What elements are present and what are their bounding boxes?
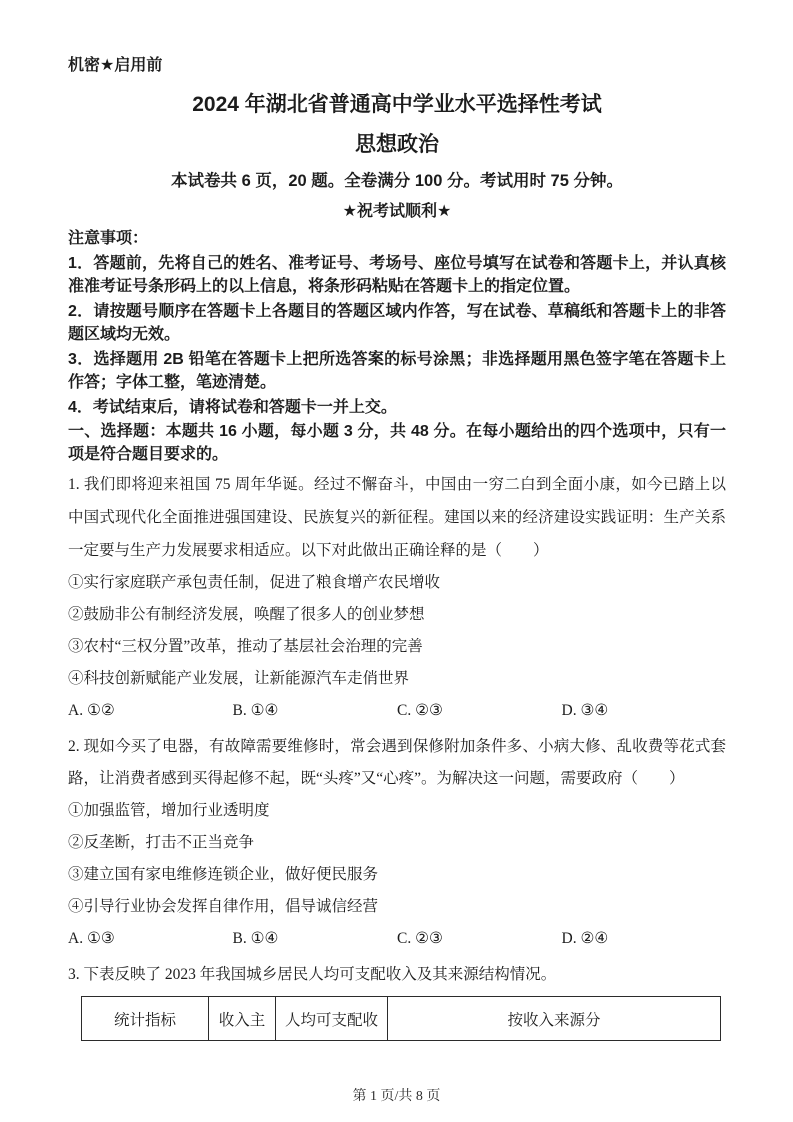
notices-section [68, 227, 726, 419]
question-2-item-4: ④引导行业协会发挥自律作用，倡导诚信经营 [68, 898, 379, 915]
question-1-item-4: ④科技创新赋能产业发展，让新能源汽车走俏世界 [68, 670, 410, 687]
question-1-stem: 1. 我们即将迎来祖国 75 周年华诞。经过不懈奋斗，中国由一穷二白到全面小康，如今已踏上以中国式现代化全面推进强国建设、民族复兴的新征程。建国以来的经济建设实践证明：生产关系一定要与生产力发展要求相适应。以下对此做出正确诠释的是（ ） [68, 476, 726, 559]
income-table-header-subject: 收入主 [209, 997, 276, 1041]
question-1-choice-a: A. ①② [68, 702, 115, 719]
question-1-item-2: ②鼓励非公有制经济发展，唤醒了很多人的创业梦想 [68, 606, 425, 623]
question-1-choice-d: D. ③④ [561, 702, 609, 719]
question-2-choice-d: D. ②④ [561, 930, 609, 947]
question-2-stem: 2. 现如今买了电器，有故障需要维修时，常会遇到保修附加条件多、小病大修、乱收费等花式套路，让消费者感到买得起修不起，既“头疼”又“心疼”。为解决这一问题，需要政府（ ） [68, 738, 726, 787]
question-2-item-2: ②反垄断，打击不正当竞争 [68, 834, 255, 851]
income-table-header-income: 人均可支配收 [276, 997, 388, 1041]
page-number-indicator: 第 1 页/共 8 页 [352, 1089, 441, 1104]
question-1-choice-b: B. ①④ [232, 702, 279, 719]
notices-heading: 注意事项： [68, 230, 149, 247]
question-2-choice-c: C. ②③ [397, 930, 443, 947]
income-table-header-source: 按收入来源分 [388, 997, 721, 1041]
question-1-item-1: ①实行家庭联产承包责任制，促进了粮食增产农民增收 [68, 574, 441, 591]
exam-title: 2024 年湖北省普通高中学业水平选择性考试 [192, 93, 602, 116]
question-1 [68, 468, 726, 727]
notice-item-1: 1．答题前，先将自己的姓名、准考证号、考场号、座位号填写在试卷和答题卡上，并认真核准准考证号条形码上的以上信息，将条形码粘贴在答题卡上的指定位置。 [68, 255, 726, 295]
section-heading-choice-questions: 一、选择题：本题共 16 小题，每小题 3 分，共 48 分。在每小题给出的四个选项中，只有一项是符合题目要求的。 [68, 423, 726, 463]
question-2-item-3: ③建立国有家电维修连锁企业，做好便民服务 [68, 866, 379, 883]
subject-title: 思想政治 [355, 133, 439, 156]
question-2-choice-b: B. ①④ [232, 930, 279, 947]
notice-item-3: 3．选择题用 2B 铅笔在答题卡上把所选答案的标号涂黑；非选择题用黑色签字笔在答题卡上作答；字体工整，笔迹清楚。 [68, 351, 726, 391]
income-table-header-row [82, 997, 721, 1041]
exam-info-line: 本试卷共 6 页，20 题。全卷满分 100 分。考试用时 75 分钟。 [170, 172, 623, 190]
question-1-choices [68, 695, 726, 727]
exam-wish-line: ★祝考试顺利★ [342, 203, 452, 220]
income-table-header-indicator: 统计指标 [82, 997, 209, 1041]
question-1-choice-c: C. ②③ [397, 702, 443, 719]
classification-label: 机密★启用前 [68, 57, 163, 74]
question-2-choices [68, 923, 726, 955]
notice-item-4: 4．考试结束后，请将试卷和答题卡一并上交。 [68, 399, 397, 416]
question-2 [68, 731, 726, 955]
income-source-table [81, 996, 721, 1041]
notice-item-2: 2．请按题号顺序在答题卡上各题目的答题区域内作答，写在试卷、草稿纸和答题卡上的非答题区域均无效。 [68, 303, 726, 343]
question-2-item-1: ①加强监管，增加行业透明度 [68, 802, 270, 819]
question-3 [68, 959, 726, 1041]
question-3-stem: 3. 下表反映了 2023 年我国城乡居民人均可支配收入及其来源结构情况。 [68, 966, 557, 983]
question-2-choice-a: A. ①③ [68, 930, 115, 947]
question-1-item-3: ③农村“三权分置”改革，推动了基层社会治理的完善 [68, 638, 423, 655]
